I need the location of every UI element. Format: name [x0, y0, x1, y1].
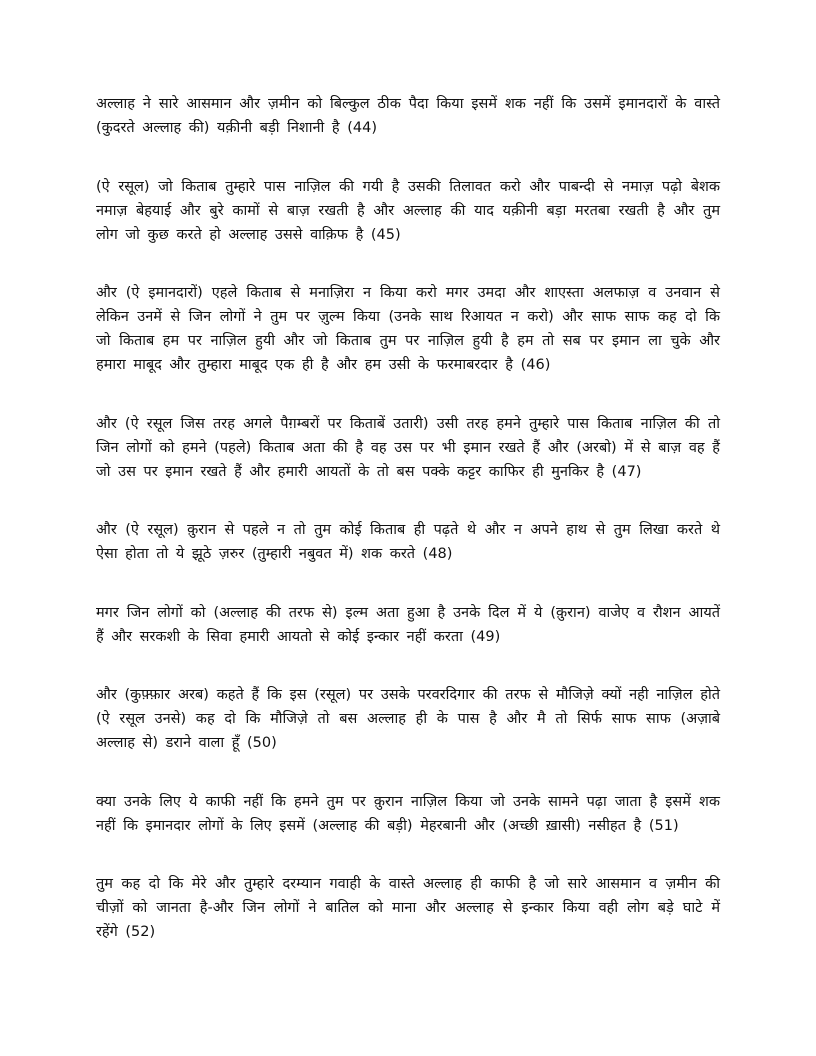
- verse-paragraph-49: मगर जिन लोगों को (अल्लाह की तरफ से) इल्म अता हुआ है उनके दिल में ये (क़ुरान) वाजेए व रौशन आयतें हैं और सरकशी के सिवा हमारी आयतो से कोई इन्कार नहीं करता (49): [96, 604, 720, 645]
- verse-paragraph-44: अल्लाह ने सारे आसमान और ज़मीन को बिल्कुल ठीक पैदा किया इसमें शक नहीं कि उसमें इमानदारों के वास्ते (कुदरते अल्लाह की) यक़ीनी बड़ी निशानी है (44): [96, 96, 720, 136]
- verse-paragraph-51: क्या उनके लिए ये काफी नहीं कि हमने तुम पर क़ुरान नाज़िल किया जो उनके सामने पढ़ा जाता है इसमें शक नहीं कि इमानदार लोगों के लिए इसमें (अल्लाह की बड़ी) मेहरबानी और (अच्छी ख़ासी) नसीहत है (51): [96, 793, 720, 834]
- document-page: [96, 92, 720, 979]
- verse-paragraph-46: और (ऐ इमानदारों) एहले किताब से मनाज़िरा न किया करो मगर उमदा और शाएस्ता अलफाज़ व उनवान से लेकिन उनमें से जिन लोगों ने तुम पर ज़ुल्म किया (उनके साथ रिआयत न करो) और साफ साफ कह दो कि जो किताब हम पर नाज़िल हुयी और जो किताब तुम पर नाज़िल हुयी है हम तो सब पर इमान ला चुके और हमारा माबूद और तुम्हारा माबूद एक ही है और हम उसी के फरमाबरदार है (46): [96, 285, 720, 373]
- verse-paragraph-47: और (ऐ रसूल जिस तरह अगले पैग़म्बरों पर किताबें उतारी) उसी तरह हमने तुम्हारे पास किताब नाज़िल की तो जिन लोगों को हमने (पहले) किताब अता की है वह उस पर भी इमान रखते हैं और (अरबो) में से बाज़ वह हैं जो उस पर इमान रखते हैं और हमारी आयतों के तो बस पक्के कट्टर काफिर ही मुनकिर है (47): [96, 415, 720, 480]
- verse-paragraph-45: (ऐ रसूल) जो किताब तुम्हारे पास नाज़िल की गयी है उसकी तिलावत करो और पाबन्दी से नमाज़ पढ़ो बेशक नमाज़ बेहयाई और बुरे कामों से बाज़ रखती है और अल्लाह की याद यक़ीनी बड़ा मरतबा रखती है और तुम लोग जो कुछ करते हो अल्लाह उससे वाक़िफ है (45): [96, 178, 720, 243]
- verse-paragraph-50: और (कुफ़्फ़ार अरब) कहते हैं कि इस (रसूल) पर उसके परवरदिगार की तरफ से मौजिज़े क्यों नही नाज़िल होते (ऐ रसूल उनसे) कह दो कि मौजिज़े तो बस अल्लाह ही के पास है और मै तो सिर्फ साफ साफ (अज़ाबे अल्लाह से) डराने वाला हूँ (50): [96, 687, 720, 751]
- verse-paragraph-52: तुम कह दो कि मेरे और तुम्हारे दरम्यान गवाही के वास्ते अल्लाह ही काफी है जो सारे आसमान व ज़मीन की चीज़ों को जानता है-और जिन लोगों ने बातिल को माना और अल्लाह से इन्कार किया वही लोग बड़े घाटे में रहेंगे (52): [96, 876, 720, 940]
- verse-paragraph-48: और (ऐ रसूल) क़ुरान से पहले न तो तुम कोई किताब ही पढ़ते थे और न अपने हाथ से तुम लिखा करते थे ऐसा होता तो ये झूठे ज़रुर (तुम्हारी नबुवत में) शक करते (48): [96, 522, 720, 562]
